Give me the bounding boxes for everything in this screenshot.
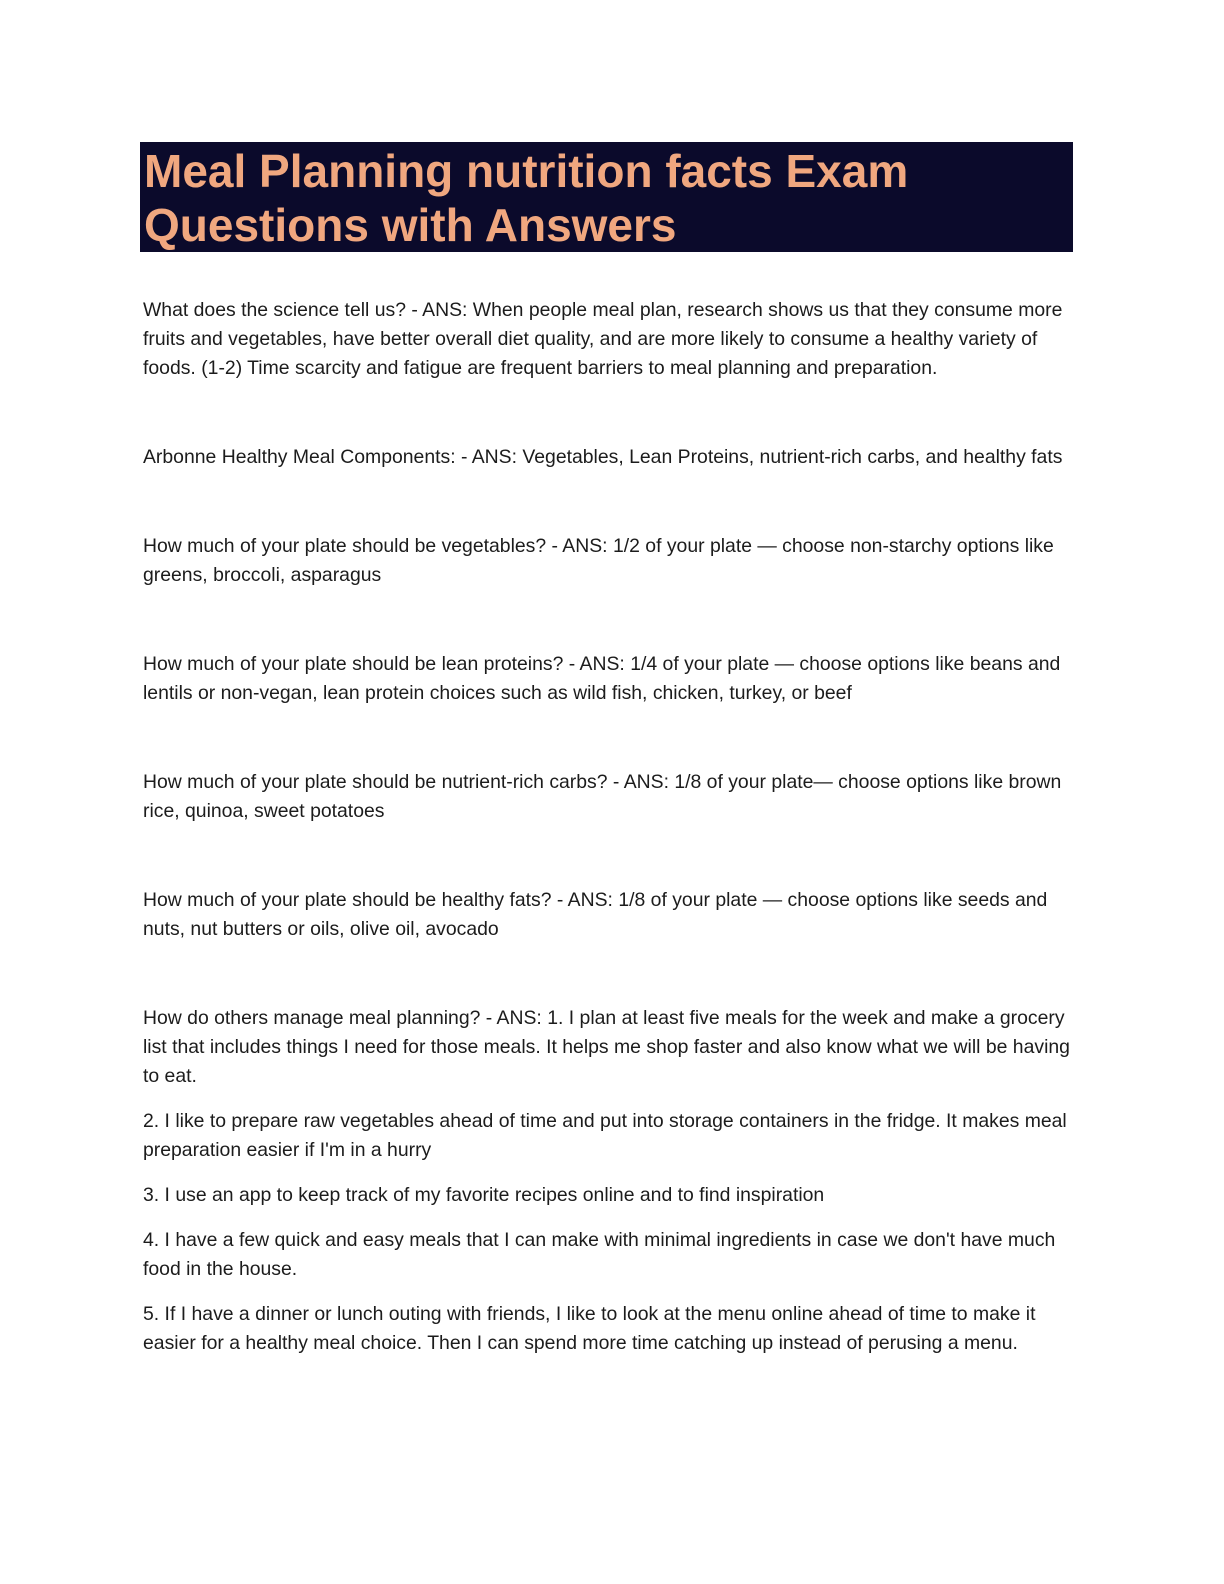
qa-item-vegetables: How much of your plate should be vegetables? - ANS: 1/2 of your plate — choose non-starchy options like greens, broccoli, asparagus (143, 535, 1054, 586)
qa-item-manage-planning: How do others manage meal planning? - ANS: 1. I plan at least five meals for the week and make a grocery list that includes things I need for those meals. It helps me shop faster and also know what we will be having to eat. (143, 1007, 1070, 1087)
list-item-prepare-vegetables: 2. I like to prepare raw vegetables ahead of time and put into storage containers in the fridge. It makes meal preparation easier if I'm in a hurry (143, 1110, 1067, 1161)
qa-item-science: What does the science tell us? - ANS: When people meal plan, research shows us that they consume more fruits and vegetables, have better overall diet quality, and are more likely to consume a healthy variety of foods. (1-2) Time scarcity and fatigue are frequent barriers to meal planning and preparation. (143, 299, 1063, 379)
qa-item-lean-proteins: How much of your plate should be lean proteins? - ANS: 1/4 of your plate — choose options like beans and lentils or non-vegan, lean protein choices such as wild fish, chicken, turkey, or beef (143, 653, 1061, 704)
list-item-recipe-app: 3. I use an app to keep track of my favorite recipes online and to find inspiration (143, 1184, 825, 1206)
list-item-quick-meals: 4. I have a few quick and easy meals that I can make with minimal ingredients in case we don't have much food in the house. (143, 1229, 1056, 1280)
document-title: Meal Planning nutrition facts Exam Questions with Answers (144, 145, 909, 251)
qa-item-healthy-fats: How much of your plate should be healthy fats? - ANS: 1/8 of your plate — choose options like seeds and nuts, nut butters or oils, olive oil, avocado (143, 889, 1048, 940)
qa-item-meal-components: Arbonne Healthy Meal Components: - ANS: Vegetables, Lean Proteins, nutrient-rich carbs, and healthy fats (143, 446, 1063, 468)
document-body (143, 296, 1073, 1374)
qa-item-carbs: How much of your plate should be nutrient-rich carbs? - ANS: 1/8 of your plate— choose options like brown rice, quinoa, sweet potatoes (143, 771, 1062, 822)
title-banner (140, 142, 1073, 252)
list-item-menu-online: 5. If I have a dinner or lunch outing with friends, I like to look at the menu online ahead of time to make it easier for a healthy meal choice. Then I can spend more time catching up instead of perusing a menu. (143, 1303, 1036, 1354)
